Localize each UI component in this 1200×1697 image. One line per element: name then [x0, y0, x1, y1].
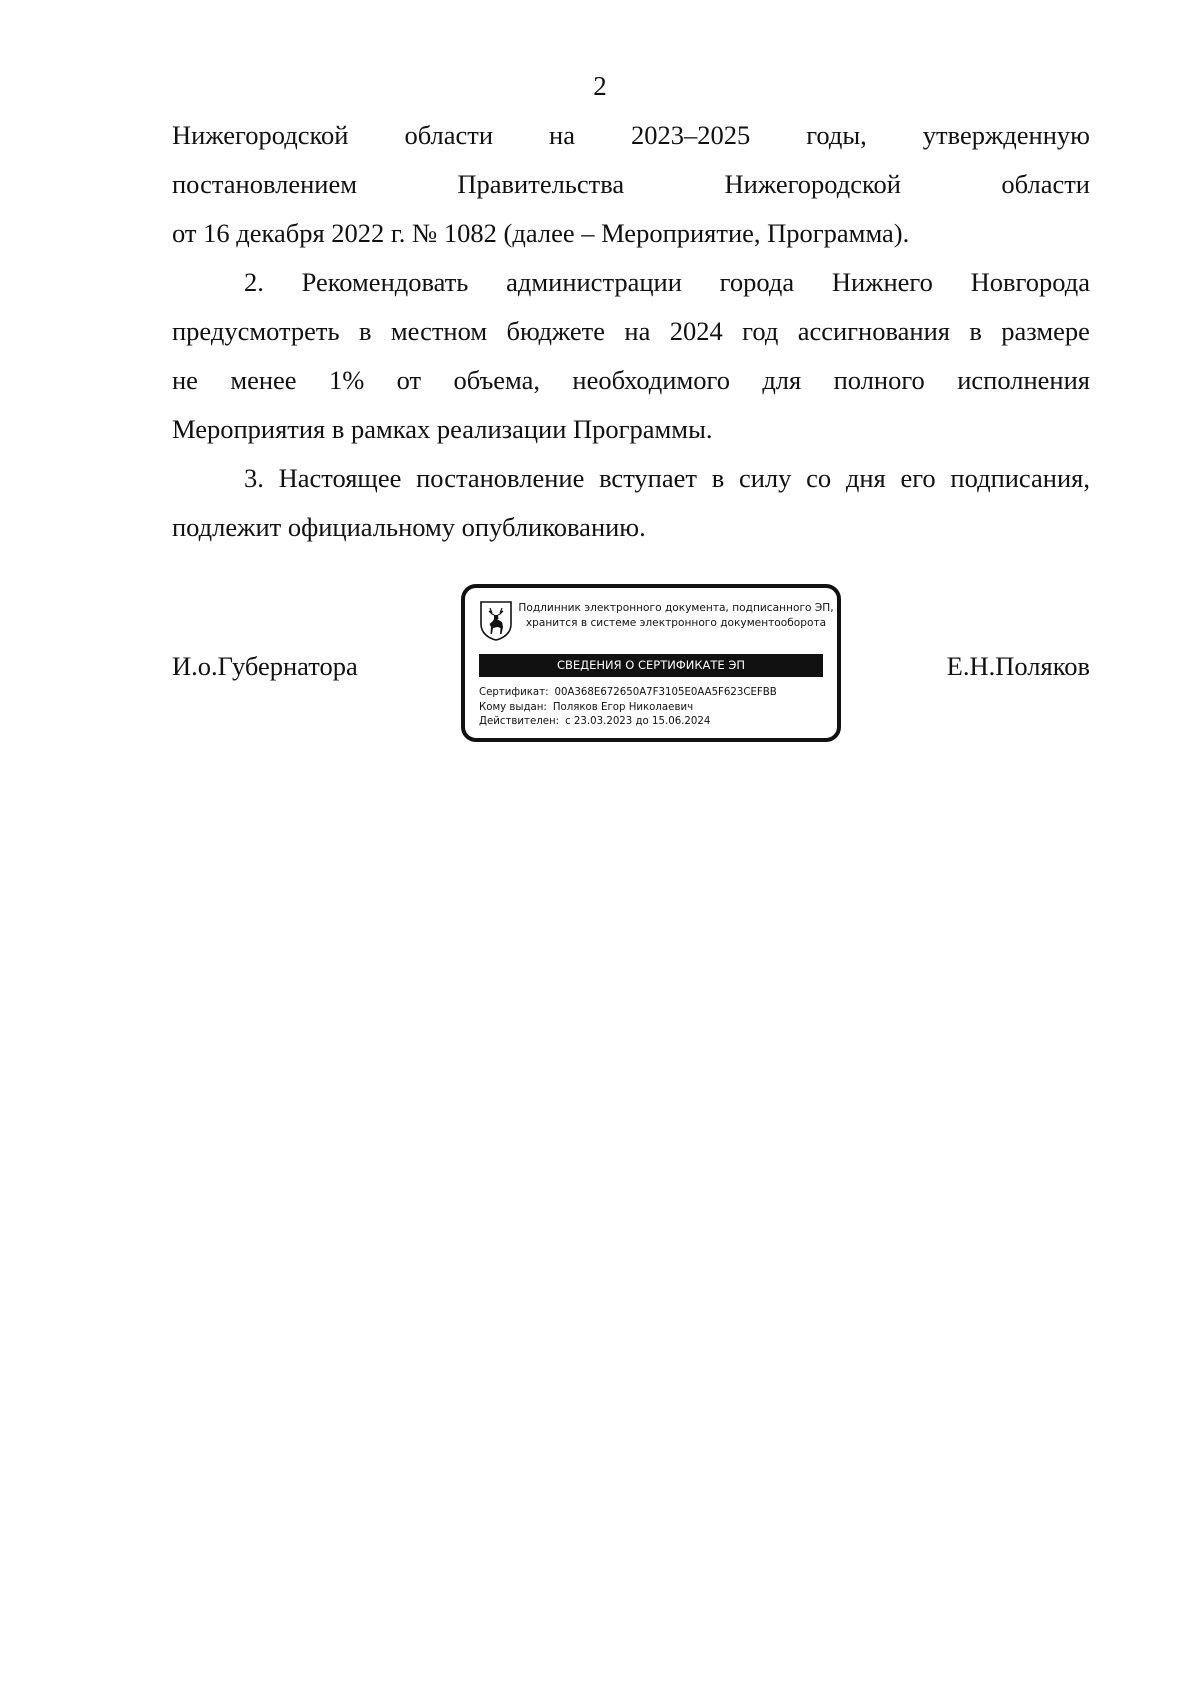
nizhny-novgorod-deer-emblem-icon	[479, 600, 513, 642]
certificate-details	[479, 686, 823, 730]
certificate-info-bar: СВЕДЕНИЯ О СЕРТИФИКАТЕ ЭП	[479, 654, 823, 677]
issued-to-row	[479, 701, 823, 716]
word: Нижнего	[831, 267, 933, 297]
word: силу	[738, 463, 792, 493]
word: области	[404, 120, 494, 150]
word: не	[172, 365, 198, 395]
word: дня	[845, 463, 886, 493]
stamp-header	[517, 601, 835, 631]
stamp-header-line-2: хранится в системе электронного документооборота	[525, 617, 827, 629]
word: Новгорода	[970, 267, 1090, 297]
word: постановлением	[172, 169, 357, 199]
word: в	[969, 316, 982, 346]
paragraph-2-line-3	[172, 356, 1090, 405]
word: 1%	[328, 365, 365, 395]
word: год	[742, 316, 779, 346]
word: ассигнования	[797, 316, 950, 346]
signatory-name: Е.Н.Поляков	[946, 651, 1090, 681]
paragraph-2-line-4: Мероприятия в рамках реализации Программы.	[172, 414, 713, 444]
word: бюджете	[506, 316, 605, 346]
word: менее	[230, 365, 297, 395]
word: годы,	[806, 120, 867, 150]
word: на	[624, 316, 651, 346]
word: области	[1001, 169, 1090, 199]
signatory-position: И.о.Губернатора	[172, 651, 358, 681]
paragraph-1-line-3: от 16 декабря 2022 г. № 1082 (далее – Мероприятие, Программа).	[172, 218, 910, 248]
paragraph-1-line-2	[172, 160, 1090, 209]
word: Нижегородской	[172, 120, 349, 150]
word: со	[806, 463, 832, 493]
paragraph-3-line-2: подлежит официальному опубликованию.	[172, 512, 646, 542]
word: Настоящее	[278, 463, 402, 493]
word: Правительства	[457, 169, 625, 199]
word: от	[396, 365, 422, 395]
word: размере	[1001, 316, 1090, 346]
word: на	[549, 120, 575, 150]
stamp-header-line-1: Подлинник электронного документа, подписанного ЭП,	[518, 602, 834, 614]
word: Рекомендовать	[301, 267, 469, 297]
word: в	[711, 463, 725, 493]
word: для	[762, 365, 802, 395]
word: утвержденную	[922, 120, 1090, 150]
paragraph-2-line-1	[172, 258, 1090, 307]
word: в	[358, 316, 372, 346]
word: предусмотреть	[172, 316, 340, 346]
word: исполнения	[957, 365, 1090, 395]
validity-value: с 23.03.2023 до 15.06.2024	[565, 716, 711, 727]
page-number: 2	[593, 71, 607, 101]
certificate-value: 00A368E672650A7F3105E0AA5F623CEFBB	[554, 687, 777, 698]
certificate-label: Сертификат:	[479, 687, 549, 698]
word: полного	[833, 365, 925, 395]
word: 2.	[244, 267, 264, 297]
paragraph-2-line-2	[172, 307, 1090, 356]
validity-row	[479, 715, 823, 730]
word: его	[900, 463, 936, 493]
word: 2024	[669, 316, 723, 346]
word: необходимого	[572, 365, 730, 395]
document-body	[172, 111, 1090, 552]
word: вступает	[599, 463, 697, 493]
certificate-row	[479, 686, 823, 701]
electronic-signature-stamp	[461, 584, 841, 742]
paragraph-1-line-1	[172, 111, 1090, 160]
paragraph-3-line-1	[172, 454, 1090, 503]
word: подписания,	[950, 463, 1090, 493]
validity-label: Действителен:	[479, 716, 560, 727]
issued-to-value: Поляков Егор Николаевич	[552, 701, 694, 713]
word: постановление	[416, 463, 585, 493]
word: города	[719, 267, 795, 297]
word: 3.	[244, 463, 264, 493]
word: администрации	[506, 267, 682, 297]
word: Нижегородской	[724, 169, 901, 199]
word: 2023–2025	[630, 120, 751, 150]
word: местном	[390, 316, 488, 346]
word: объема,	[453, 365, 541, 395]
issued-to-label: Кому выдан:	[479, 701, 547, 713]
